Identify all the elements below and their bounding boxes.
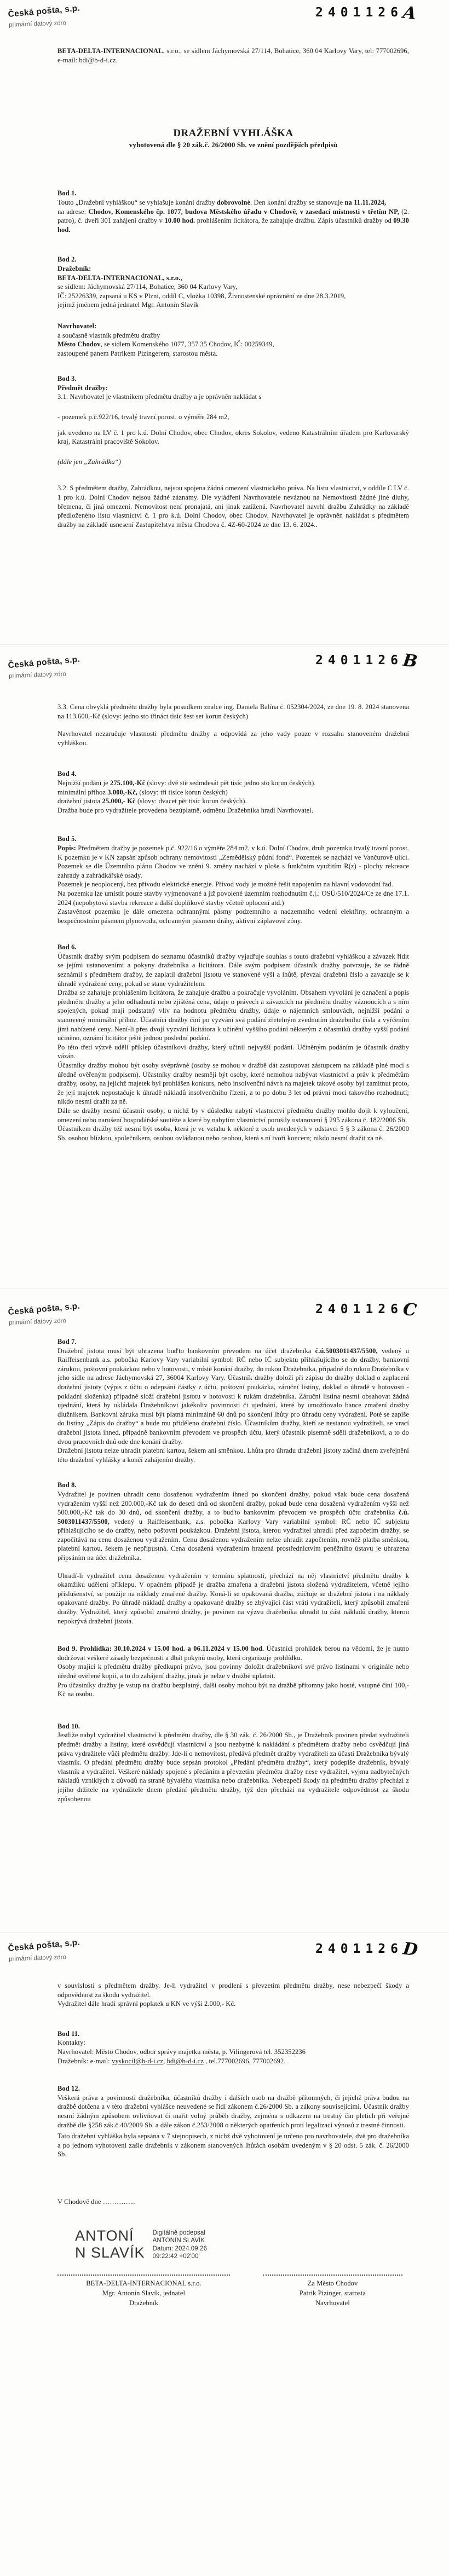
contacts-label: Kontakty: xyxy=(57,2039,85,2047)
bod-10-text: Jestliže nabyl vydražitel vlastnictví k předmětu dražby, dle § 30 zák. č. 26/2000 Sb., je Dražebník povinen předat vydražiteli předmět dražby a listiny, které osvědčují vlastnictví a jsou nezbytné k nakládání s předmětem dražby nebo osvědčují jiná práva vydražitele vůči předmětu dražby. Jde-li o nemovitost, předává předmět dražby vydražiteli za účasti Dražebníka bývalý vlastník. O předání předmětu dražby bude sepsán protokol „Předání předmětu dražby“, který podepíše dražebník, bývalý vlastník a vydražitel. Veškeré náklady spojené s předáním a převzetím předmětu dražby nese vydražitel, vyjma nadbytečných nákladů vzniklých z důvodů na straně bývalého vlastníka nebo dražebníka. Nebezpečí škody na předmětu dražby přechází z jejího držitele na vydražitele dnem předání předmětu dražby, týž den přechází na vydražitele odpovědnost za škodu způsobenou xyxy=(57,1731,409,1803)
ref-letter: D xyxy=(401,1939,419,1960)
bod-9-entry-fee: Pro účastníky dražby je vstup na dražbu bezplatný, další osoby mohou být na dražbě přítomny jako hosté, vstupné činí 100,-Kč na osobu. xyxy=(57,1681,409,1698)
bod-8-heading: Bod 8. xyxy=(57,1481,77,1489)
email-link-2: bdi@b-d-i.cz xyxy=(166,2057,204,2065)
bod-6-heading: Bod 6. xyxy=(57,943,77,952)
signature-right xyxy=(263,2275,402,2308)
minimum-bid-line: Nejnižší podání je 275.100,-Kč (slovy: dvě stě sedmdesát pět tisíc jedno sto korun českých). xyxy=(57,779,316,787)
bod-5-restrictions: Zastavěnost pozemku je dále omezena ochrannými pásmy podzemního a nadzemního vedení elektřiny, ochranným a bezpečnostním pásmem plynovodu, ochranným pásmem dráhy, aktivní záplavové zóny. xyxy=(57,908,409,925)
stamp-line2: primární datový zdro xyxy=(8,1318,67,1326)
bod-10-heading: Bod 10. xyxy=(57,1722,80,1730)
bod-12-paragraph-1: Veškerá práva a povinnosti dražebníka, účastníků dražby i dalších osob na dražbě přítomných, či jejichž práva budou na dražbě dotčena a v této dražební vyhlášce neuvedené se řídí zákonem č.26/2000 Sb. a zákony souvisejícími. Účastník dražby nesmí žádným způsobem ovlivňovat či mařit volný průběh dražby, zejména s odkazem na trestný čin pletich při veřejné dražbě dle §258 zák.č.40/2009 Sb. a dále zákon č.253/2008 o některých opatřeních proti legalizaci výnosů z trestné činnosti. xyxy=(57,2093,409,2129)
signatory-role: Dražebník xyxy=(129,2299,158,2307)
stamp-line1: Česká pošta, s.p. xyxy=(8,1301,80,1317)
drazebnik-address: se sídlem: Jáchymovská 27/114, Bohatice, 360 04 Karlovy Vary, xyxy=(57,283,238,291)
kn-fee-line: Vydražitel dále hradí správní poplatek u KN ve výši 2.000,- Kč. xyxy=(57,2000,236,2008)
stamp-line2: primární datový zdro xyxy=(8,671,67,680)
ref-letter: A xyxy=(401,2,418,24)
bod-12-heading: Bod 12. xyxy=(57,2085,80,2093)
bod-2-heading: Bod 2. xyxy=(57,256,77,264)
signature-block xyxy=(57,2275,409,2308)
drazebnik-registration: IČ: 25226339, zapsaná u KS v Plzni, oddíl C, vložka 10398, Živnostenské oprávnění ze dne 28.3.2019, xyxy=(57,292,346,300)
stamp-line2: primární datový zdro xyxy=(8,20,67,28)
ref-number: 2401126 xyxy=(315,1302,403,1316)
bod-8-paragraph-1: Vydražitel je povinen uhradit cenu dosaženou vydražením ihned po skončení dražby, pokud však bude cena dosažená vydražením vyšší než 200.000,-Kč tak do deseti dnů od skončení dražby, pokud bude cena dosažená vydražením vyšší než 500.000,-Kč tak do 30 dnů, od skončení dražby, a to buďto bankovním převodem ve prospěch účtu dražebníka č.ú. 5003011437/5500, vedený u Raiffeisenbank, a.s. pobočka Karlovy Vary variabilní symbol: RČ nebo IČ subjektu přihlašujícího se do dražby, nebo poštovní poukázkou. Dražební jistota, kterou vydražitel uhradil před započetím dražby, se započítává na cenu dosaženou vydražením. Cenu dosaženou vydražením nelze uhradit započtením, rovněž platba směnkou, platební kartou, šekem je nepřípustná. Cena dosažená vydražením hrazená prostřednictvím peněžního ústavu je uhrazena připsáním na účet dražebníka. xyxy=(57,1490,409,1562)
bod-6-paragraph-4: Účastníky dražby mohou být osoby svéprávné (osoby se mohou v dražbě dát zastupovat zástupcem na základě plné moci s úředně ověřeným podpisem). Účastníky dražby nesmějí být osoby, které nemohou nabývat vlastnictví a práv k předmětům dražby, osoby, na jejichž majetek byl prohlášen konkurs, nebo insolvenční návrh na majetek takové osoby byl zamítnut proto, že její majetek nepostačuje k úhradě nákladů insolvenčního řízení, a to po dobu 3 let od právní moci takového rozhodnutí; nikdo nesmí dražit za ně. xyxy=(57,1061,409,1106)
document-title: DRAŽEBNÍ VYHLÁŠKA xyxy=(173,127,293,140)
auctioneer-header: BETA-DELTA-INTERNACIONAL, s.r.o., se sídlem Jáchymovská 27/114, Bohatice, 360 04 Karlovy Vary, tel: 777002696, e-mail: bdi@b-d-i.cz. xyxy=(57,47,409,64)
bod-1-text: Touto „Dražební vyhláškou“ se vyhlašuje konání dražby dobrovolné. Den konání dražby se stanovuje na 11.11.2024, na adrese: Chodov, Komenského čp. 1077, budova Městského úřadu v Chodově, v zasedací místnosti v třetím NP, (2. patro), č. dveří 301 zahájení dražby v 10.00 hod. prohlášením licitátora, že zahajuje dražbu. Zápis účastníků dražby od 09.30 hod. xyxy=(57,198,410,234)
navrhovatel-line1: a současně vlastník předmětu dražby xyxy=(57,331,160,339)
bod-5-heading: Bod 5. xyxy=(57,835,77,843)
stamp-line1: Česká pošta, s.p. xyxy=(8,3,80,19)
email-link-1: vyskocil@b-d-i.cz xyxy=(112,2057,164,2065)
contact-navrhovatel: Navrhovatel: Město Chodov, odbor správy majetku města, p. Vilingerová tel. 352352236 xyxy=(57,2047,306,2056)
bod-7-paragraph-2: Dražební jistotu nelze uhradit platební kartou, šekem ani směnkou. Lhůta pro úhradu dražební jistoty začíná dnem zveřejnění této dražební vyhlášky a končí zahájením dražby. xyxy=(57,1447,409,1464)
signatory-company: BETA-DELTA-INTERNACIONAL s.r.o. xyxy=(86,2279,202,2287)
drazebnik-company: BETA-DELTA-INTERNACIONAL, s.r.o., xyxy=(57,274,182,282)
bod-12-paragraph-2: Tato dražební vyhláška byla sepsána v 7 stejnopisech, z nichž dvě vyhotovení je určeno pro navrhovatele, dvě pro dražebníka a po jednom vyhotovení zašle dražebník v zákonem stanovených lhůtách osobám uvedeným v § 20 odst. 5 zák. č. 26/2000 Sb. xyxy=(57,2132,409,2159)
bod-9-preemption: Osoby mající k předmětu dražby předkupní právo, jsou povinny doložit dražebníkovi své právo listinami v originále nebo úředně ověřené kopii, a to do zahájení dražby, jinak je nelze v dražbě uplatnit. xyxy=(57,1663,409,1680)
signatory-company: Za Město Chodov xyxy=(307,2279,358,2287)
bod-10-continuation: v souvislosti s předmětem dražby. Je-li vydražitel v prodlení s převzetím předmětu dražby, nese nebezpečí škody a odpovědnost za škodu vydražitel. xyxy=(57,1982,409,1999)
bod-7-heading: Bod 7. xyxy=(57,1338,77,1345)
ref-letter: C xyxy=(401,1299,418,1321)
bod-9-text: Bod 9. Prohlídka: 30.10.2024 v 15.00 hod. a 06.11.2024 v 15.00 hod. Účastníci prohlídek berou na vědomí, že je nutno dodržovat veškeré zásady bezpečnosti a dbát pokynů osoby, která organizuje prohlídku. xyxy=(57,1645,410,1662)
contact-drazebnik: Dražebník: e-mail: vyskocil@b-d-i.cz, bdi@b-d-i.cz , tel.777002696, 777002692. xyxy=(57,2057,286,2065)
bod-6-paragraph-2: Dražba se zahajuje prohlášením licitátora, že zahajuje dražbu a pokračuje vyvoláním. Obsahem vyvolání je označení a popis předmětu dražby a jeho odhadnutá nebo zjištěná cena, údaje o právech a závazcích na předmětu dražby váznoucích a s ním spojených, pokud mají podstatný vliv na hodnotu předmětu dražby, údaje o nájemních smlouvách, nejnižší podání a stanovený minimální příhoz. Účastníci dražby činí po vyzvání svá podání zřetelným zvednutím dražebního čísla a vyřčením jimi nabízené ceny. Není-li přes dvojí vyzvání licitátora k učinění vyššího podání některým z účastníků dražby vyšší podání učiněno, oznámí licitátor ještě jednou poslední podání. xyxy=(57,989,409,1042)
bod-5-building-rules: Na pozemku lze umístit pouze stavby vyjmenované a již povolené územním rozhodnutím č.j.: OSÚ/510/2024/Ce ze dne 17.1. 2024 (nepobytová stavba rekreace a další doplňkové stavby včetně oplocení atd.) xyxy=(57,889,409,907)
bod-3-subheading: Předmět dražby: xyxy=(57,384,108,392)
signature-name: ANTONÍ N SLAVÍK xyxy=(75,2227,145,2261)
bod-6-paragraph-1: Účastník dražby svým podpisem do seznamu účastníků dražby vyjadřuje souhlas s touto dražební vyhláškou a závazek řídit se jejími ustanoveními a pokyny dražebníka a licitátora. Dále svým podpisem účastník dražby potvrzuje, že se řádně seznámil s předmětem dražby, že zaplatil dražební jistotu ve stanovené výši a lhůtě, převzal dražební číslo a zavazuje se k úhradě vydražené ceny, pokud se stane vydražitelem. xyxy=(57,952,409,988)
bod-3-2-text: 3.2. S předmětem dražby, Zahrádkou, nejsou spojena žádná omezení vlastnického práva. Na listu vlastnictví, v oddíle C LV č. 1 pro k.ú. Dolní Chodov nejsou žádné záznamy. Dle vyjádření Navrhovatele neváznou na Nemovitosti žádné jiné dluhy, břemena, či jiná omezení. Nemovitost není pronajatá, ani jinak zatížená. Navrhovatel navrhl dražbu Zahrádky na základě předloženého listu vlastnictví č. 1 pro k.ú. Dolní Chodov, obec Chodov. Navrhovatel je oprávněn nakládat s předmětem dražby na základě usnesení Zastupitelstva města Chodova č. 4Z-60-2024 ze dne 13. 6. 2024.. xyxy=(57,484,409,529)
page-c xyxy=(0,1289,449,1933)
document-title-block xyxy=(57,129,409,149)
bod-6-paragraph-3: Po této třetí výzvě udělí příklep účastníkovi dražby, který učinil nejvyšší podání. Učiněným podáním je účastník dražby vázán. xyxy=(57,1043,409,1060)
signatory-name: Patrik Pizinger, starosta xyxy=(299,2289,366,2297)
bod-6-paragraph-5: Dále se dražby nesmí účastnit osoby, u nichž by v důsledku nabytí vlastnictví předmětu dražby mohlo dojít k vyloučení, omezení nebo narušení hospodářské soutěže a které by nabytím vlastnictví porušily ustanovení § 295 zákona č. 182/2006 Sb. xyxy=(57,1106,409,1124)
navrhovatel-line2: Město Chodov, se sídlem Komenského 1077, 357 35 Chodov, IČ: 00259349, xyxy=(57,340,274,349)
page-d xyxy=(0,1933,449,2576)
signature-left xyxy=(57,2275,230,2308)
drazebnik-representative: jejímž jménem jedná jednatel Mgr. Antonín Slavík xyxy=(57,301,199,309)
bod-11-heading: Bod 11. xyxy=(57,2029,80,2038)
ref-number: 2401126 xyxy=(315,1942,403,1956)
lv-reference: jak uvedeno na LV č. 1 pro k.ú. Dolní Chodov, obec Chodov, okres Sokolov, vedeno Katastrálním úřadem pro Karlovarský kraj, Katastrální pracoviště Sokolov. xyxy=(57,428,409,446)
bod-3-3-text: 3.3. Cena obvyklá předmětu dražby byla posudkem znalce ing. Daniela Balína č. 052304/2024, ze dne 19. 8. 2024 stanovena na 113.600,-Kč (slovy: jedno sto třináct tisíc šest set korun českých) xyxy=(57,703,409,720)
ref-number: 2401126 xyxy=(315,653,403,668)
warranty-disclaimer: Navrhovatel nezaručuje vlastnosti předmětu dražby a odpovídá za jeho vady pouze v rozsahu stanoveném dražební vyhláškou. xyxy=(57,730,409,747)
signatory-name: Mgr. Antonín Slavík, jednatel xyxy=(102,2289,186,2297)
signature-details: Digitálně podepsal ANTONÍN SLAVÍK Datum: 2024.09.26 09:22:42 +02'00' xyxy=(152,2229,208,2260)
digital-signature xyxy=(75,2227,316,2261)
bod-4-heading: Bod 4. xyxy=(57,770,77,778)
bod-5-utilities: Pozemek je neoplocený, bez přívodu elektrické energie. Přívod vody je možné řešit napojením na hlavní vodovodní řad. xyxy=(57,880,393,889)
zahradka-alias: (dále jen „Zahrádka“) xyxy=(57,457,121,466)
stamp-line1: Česká pošta, s.p. xyxy=(8,1937,80,1953)
bod-7-paragraph-1: Dražební jistota musí být uhrazena buďto bankovním převodem na účet dražebníka č.ú.5003011437/5500, vedený u Raiffeisenbank a.s. pobočka Karlovy Vary variabilní symbol: RČ nebo IČ subjektu přihlašujícího se do dražby, bankovní zárukou, poštovní poukázkou nebo v hotovosti, v místě konání dražby, do rukou Dražebníka, případně do rukou Dražebníka v jeho sídle na adrese Jáchymovská 27, 36004 Karlovy Vary. Účastník dražby doloží při zápisu do dražby doklad o zaplacení dražební jistoty (výpis z účtu o odepsání částky z účtu, poštovní poukázka, záruční listiny, doklad o úhradě v hotovosti - pokladní složenka) případně složí dražební jistotu v hotovosti k rukám dražebníka. Záruční listina nesmí obsahovat žádná ujednání, která by ukládala Dražebníkovi jakékoliv povinnosti či ujednání, které by umožňovalo bance zmaření dražby dlužníkem. Bankovní záruka musí být platná minimálně 60 dnů po skončení lhůty pro úhradu ceny vydražení. Poté se zapíše do listiny „Zápis do dražby“ a bude mu přiděleno dražební číslo. Účastníkům dražby, kteří se nestanou vydražiteli, se vrací dražební jistota ihned, případně bankovním převodem ve prospěch účtu, který účastník písemně sdělí dražebníkovi, a to do dvou pracovních dnů ode dne konání dražby. xyxy=(57,1347,410,1446)
signatory-role: Navrhovatel xyxy=(315,2299,350,2307)
place-date-line: V Chodově dne …………... xyxy=(57,2197,136,2206)
ref-number: 2401126 xyxy=(315,5,403,20)
bod-6-paragraph-6: Účastníkem dražby též nesmí být osoba, která je ve vztahu k některé z osob uvedených v odstavci 5 § 3 zákona č. 26/2000 Sb. osobou blízkou, společníkem, osobou ovládanou nebo osobou, která s ní tvoří koncern; nikdo nesmí dražit za ně. xyxy=(57,1125,409,1142)
bod-5-description: Popis: Předmětem dražby je pozemek p.č. 922/16 o výměře 284 m2, v k.ú. Dolní Chodov, druh pozemku trvalý travní porost. K pozemku je v KN zapsán způsob ochrany nemovitosti „Zemědělský půdní fond“. Pozemek se nachází ve Vančurově ulici. Pozemek se dle Územního plánu Chodov ve znění 9. změny nachází v ploše s funkčním využitím R(z) - plochy rekreace zahrady a zahrádkářské osady. xyxy=(57,844,409,879)
fee-line: Dražba bude pro vydražitele provedena bezúplatně, odměnu Dražebníka hradí Navrhovatel. xyxy=(57,806,314,814)
drazebnik-label: Dražebník: xyxy=(57,264,91,272)
signature-line-left xyxy=(57,2275,230,2276)
document-subtitle: vyhotovená dle § 20 zák.č. 26/2000 Sb. ve znění pozdějších předpisů xyxy=(129,140,338,149)
ref-letter: B xyxy=(401,650,419,672)
bod-1-heading: Bod 1. xyxy=(57,189,77,198)
stamp-line2: primární datový zdro xyxy=(8,1954,67,1963)
stamp-line1: Česká pošta, s.p. xyxy=(8,654,80,670)
parcel-item: - pozemek p.č.922/16, trvalý travní porost, o výměře 284 m2, xyxy=(57,413,229,421)
page-b xyxy=(0,644,449,1289)
minimum-increment-line: minimální příhoz 3.000,-Kč, (slovy: tři tisíce korun českých) xyxy=(57,788,228,796)
navrhovatel-heading: Navrhovatel: xyxy=(57,322,97,330)
bod-3-heading: Bod 3. xyxy=(57,375,77,383)
bod-3-1-text: 3.1. Navrhovatel je vlastníkem předmětu dražby a je oprávněn nakládat s xyxy=(57,393,262,401)
navrhovatel-line3: zastoupené panem Patrikem Pizingerem, starostou města. xyxy=(57,349,218,357)
page-a xyxy=(0,0,449,644)
bod-8-paragraph-2: Uhradí-li vydražitel cenu dosaženou vydražením v termínu splatnosti, přechází na něj vlastnictví předmětu dražby k okamžiku udělení příklepu. V opačném případě je dražba zmařena a dražební jistota složená vydražitelem, včetně jejího příslušenství, se použije na náklady zmařené dražby. Koná-li se opakovaná dražba, zúčtuje se dražební jistota i na náklady opakované dražby. Po úhradě nákladů dražby a opakované dražby se zbývající část vrátí vydražiteli, který způsobil zmaření dražby. Vydražitel, který způsobil zmaření dražby, je povinen na výzvu dražebníka uhradit tu část nákladů dražby, kterou nepokrývá dražební jistota. xyxy=(57,1571,409,1625)
signature-line-right xyxy=(263,2275,402,2276)
deposit-line: dražební jistota 25.000,- Kč (slovy: dvacet pět tisíc korun českých). xyxy=(57,797,247,805)
